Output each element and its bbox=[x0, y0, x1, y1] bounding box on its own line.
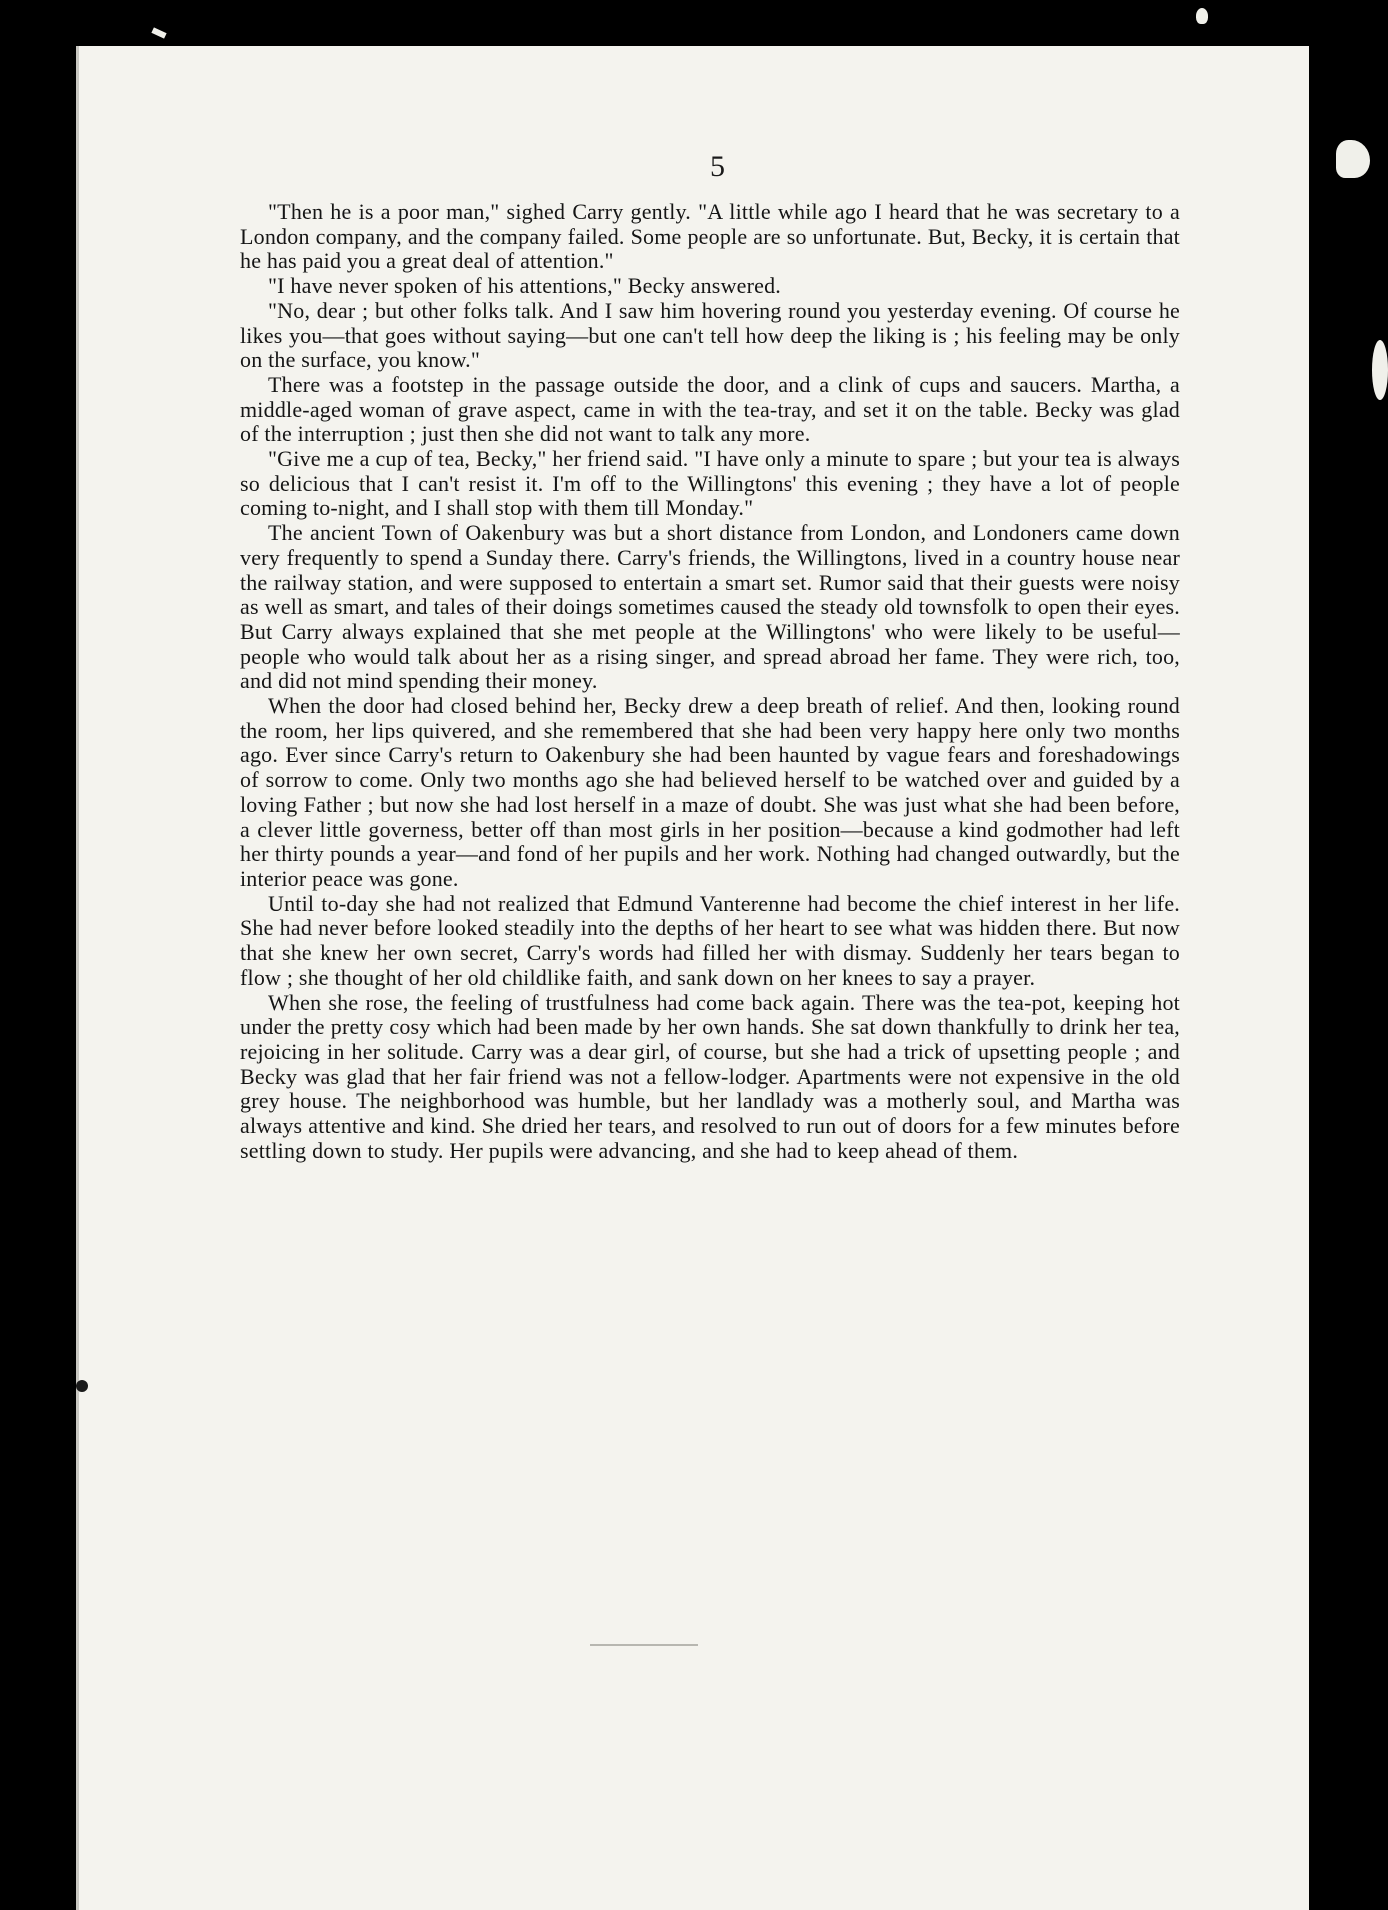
scan-speck bbox=[76, 1380, 88, 1392]
paragraph: "No, dear ; but other folks talk. And I saw him hovering round you yesterday evening. Of course he likes you—that goes without saying—but one can't tell how deep the liking is ; his feeling may be only on the surface, you know." bbox=[240, 297, 1180, 373]
end-rule bbox=[590, 1644, 698, 1646]
paragraph: "I have never spoken of his attentions," Becky answered. bbox=[268, 273, 782, 299]
page-number: 5 bbox=[710, 150, 725, 183]
paragraph: The ancient Town of Oakenbury was but a short distance from London, and Londoners came down very frequently to spend a Sunday there. Carry's friends, the Willingtons, lived in a country house near the railway station, and were supposed to entertain a smart set. Rumor said that their guests were noisy as well as smart, and tales of their doings sometimes caused the steady old townsfolk to open their eyes. But Carry always explained that she met people at the Willingtons' who were likely to be useful—people who would talk about her as a rising singer, and spread abroad her fame. They were rich, too, and did not mind spending their money. bbox=[240, 520, 1180, 694]
scan-speck bbox=[1372, 340, 1388, 400]
paragraph: When she rose, the feeling of trustfulness had come back again. There was the tea-pot, keeping hot under the pretty cosy which had been made by her own hands. She sat down thankfully to drink her tea, rejoicing in her solitude. Carry was a dear girl, of course, but she had a trick of upsetting people ; and Becky was glad that her fair friend was not a fellow-lodger. Apartments were not expensive in the old grey house. The neighborhood was humble, but her landlady was a motherly soul, and Martha was always attentive and kind. She dried her tears, and resolved to run out of doors for a few minutes before settling down to study. Her pupils were advancing, and she had to keep ahead of them. bbox=[240, 989, 1180, 1163]
scan-speck bbox=[151, 27, 166, 38]
paragraph: Until to-day she had not realized that Edmund Vanterenne had become the chief interest in her life. She had never before looked steadily into the depths of her heart to see what was hidden there. But now that she knew her own secret, Carry's words had filled her with dismay. Suddenly her tears began to flow ; she thought of her old childlike faith, and sank down on her knees to say a prayer. bbox=[240, 890, 1180, 990]
page-text bbox=[240, 200, 1180, 1163]
paragraph: There was a footstep in the passage outside the door, and a clink of cups and saucers. Martha, a middle-aged woman of grave aspect, came in with the tea-tray, and set it on the table. Becky was glad of the interruption ; just then she did not want to talk any more. bbox=[240, 371, 1180, 447]
scan-speck bbox=[1336, 140, 1370, 178]
paragraph: When the door had closed behind her, Becky drew a deep breath of relief. And then, looking round the room, her lips quivered, and she remembered that she had been very happy here only two months ago. Ever since Carry's return to Oakenbury she had been haunted by vague fears and foreshadowings of sorrow to come. Only two months ago she had believed herself to be watched over and guided by a loving Father ; but now she had lost herself in a maze of doubt. She was just what she had been before, a clever little governess, better off than most girls in her position—because a kind godmother had left her thirty pounds a year—and fond of her pupils and her work. Nothing had changed outwardly, but the interior peace was gone. bbox=[240, 693, 1180, 891]
paragraph: "Then he is a poor man," sighed Carry gently. "A little while ago I heard that he was secretary to a London company, and the company failed. Some people are so unfortunate. But, Becky, it is certain that he has paid you a great deal of attention." bbox=[240, 199, 1180, 274]
paragraph: "Give me a cup of tea, Becky," her friend said. "I have only a minute to spare ; but your tea is always so delicious that I can't resist it. I'm off to the Willingtons' this evening ; they have a lot of people coming to-night, and I shall stop with them till Monday." bbox=[240, 446, 1180, 521]
scan-speck bbox=[1196, 8, 1208, 24]
